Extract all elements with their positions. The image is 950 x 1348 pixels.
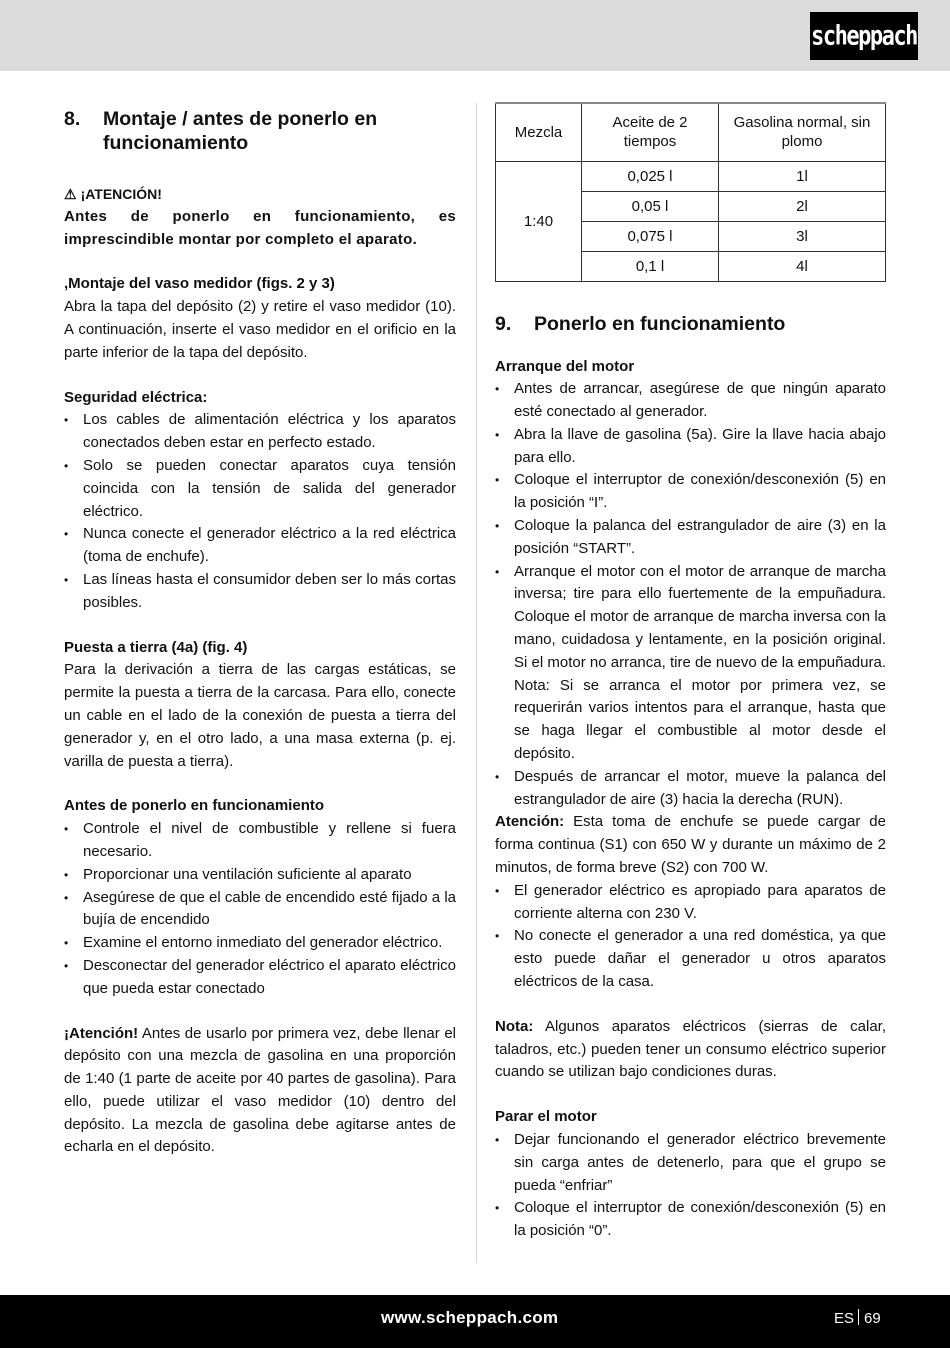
list-item: • Antes de arrancar, asegúrese de que ningún aparato esté conectado al generador.	[495, 378, 886, 424]
list-item: • Coloque el interruptor de conexión/desconexión (5) en la posición “I”.	[495, 469, 886, 515]
list-item: • Coloque la palanca del estrangulador de aire (3) en la posición “START”.	[495, 515, 886, 561]
stop-engine-block	[495, 1106, 886, 1243]
before-start-block	[64, 795, 456, 1000]
section-8-heading	[64, 107, 456, 155]
page-number: 69	[864, 1310, 881, 1327]
attention-text: Antes de ponerlo en funcionamiento, es imprescindible montar por completo el aparato.	[64, 207, 456, 248]
brand-name: scheppach	[811, 21, 917, 51]
load-attention-paragraph	[495, 811, 886, 879]
measuring-cup-text: Abra la tapa del depósito (2) y retire el vaso medidor (10). A continuación, inserte el vaso medidor en el orificio en la parte inferior de la tapa del depósito.	[64, 298, 456, 361]
section-title: Ponerlo en funcionamiento	[534, 312, 786, 335]
section-9-heading	[495, 312, 886, 336]
load-attention-text: Esta toma de enchufe se puede cargar de forma continua (S1) con 650 W y durante un máximo de 2 minutos, de forma breve (S2) con 700 W.	[495, 813, 886, 877]
grounding-block	[64, 637, 456, 774]
list-item: • Nunca conecte el generador eléctrico a la red eléctrica (toma de enchufe).	[64, 523, 456, 569]
note-label: Nota:	[495, 1017, 534, 1035]
list-item: • No conecte el generador a una red doméstica, ya que esto puede dañar el generador u otros aparatos eléctricos de la casa.	[495, 925, 886, 993]
list-item: • Abra la llave de gasolina (5a). Gire la llave hacia abajo para ello.	[495, 424, 886, 470]
oil-cell: 0,025 l	[582, 161, 719, 191]
mix-ratio-cell: 1:40	[496, 161, 582, 281]
footer-bar	[0, 1295, 950, 1348]
load-list	[495, 880, 886, 994]
website-link[interactable]: www.scheppach.com	[381, 1308, 559, 1327]
start-engine-title: Arranque del motor	[495, 357, 635, 375]
oil-cell: 0,05 l	[582, 191, 719, 221]
fuel-cell: 4l	[719, 251, 886, 281]
list-item: • Examine el entorno inmediato del generador eléctrico.	[64, 932, 456, 955]
header-oil: Aceite de 2 tiempos	[582, 103, 719, 161]
note-text: Algunos aparatos eléctricos (sierras de calar, taladros, etc.) pueden tener un consumo eléctrico superior cuando se utilizan bajo condiciones duras.	[495, 1017, 886, 1081]
list-item: • Controle el nivel de combustible y rellene si fuera necesario.	[64, 818, 456, 864]
fuel-mix-table	[495, 102, 886, 282]
table-header-row	[496, 103, 886, 161]
brand-logo	[810, 12, 918, 60]
fuel-cell: 3l	[719, 221, 886, 251]
list-item: • Arranque el motor con el motor de arranque de marcha inversa; tire para ello fuertemente de la empuñadura. Coloque el motor de arranque de marcha inversa con la mano, cuidadosa y lentamente, en la posición original. Si el motor no arranca, tire de nuevo de la empuñadura. Nota: Si se arranca el motor por primera vez, se requerirán varios intentos para el arranque, hasta que se haga llegar el combustible al motor desde el depósito.	[495, 561, 886, 766]
warning-triangle-icon: ⚠	[64, 186, 77, 202]
first-use-label: ¡Atención!	[64, 1024, 139, 1042]
list-item: • El generador eléctrico es apropiado para aparatos de corriente alterna con 230 V.	[495, 880, 886, 926]
grounding-text: Para la derivación a tierra de las cargas estáticas, se permite la puesta a tierra de la carcasa. Para ello, conecte un cable en el lado de la conexión de puesta a tierra del generador y, en el otro lado, a una masa externa (p. ej. varilla de puesta a tierra).	[64, 661, 456, 770]
start-engine-block	[495, 356, 886, 812]
left-column	[64, 100, 456, 1159]
stop-engine-title: Parar el motor	[495, 1108, 597, 1126]
separator	[858, 1309, 859, 1325]
header-mix: Mezcla	[496, 103, 582, 161]
section-title: Montaje / antes de ponerlo en funcionamiento	[103, 108, 378, 154]
load-attention-label: Atención:	[495, 813, 565, 831]
section-number: 9.	[495, 312, 512, 335]
first-use-paragraph	[64, 1023, 456, 1160]
list-item: • Desconectar del generador eléctrico el aparato eléctrico que pueda estar conectado	[64, 955, 456, 1001]
electrical-safety-title: Seguridad eléctrica:	[64, 388, 208, 406]
first-use-text: Antes de usarlo por primera vez, debe llenar el depósito con una mezcla de gasolina en una proporción de 1:40 (1 parte de aceite por 40 partes de gasolina). Para ello, puede utilizar el vaso medidor (10) dentro del depósito. La mezcla de gasolina debe agitarse antes de echarla en el depósito.	[64, 1024, 456, 1156]
list-item: • Las líneas hasta el consumidor deben ser lo más cortas posibles.	[64, 569, 456, 615]
header-band	[0, 0, 950, 71]
measuring-cup-title: ,Montaje del vaso medidor (figs. 2 y 3)	[64, 275, 335, 293]
table-row	[496, 161, 886, 191]
list-item: • Después de arrancar el motor, mueve la palanca del estrangulador de aire (3) hacia la derecha (RUN).	[495, 766, 886, 812]
measuring-cup-block	[64, 273, 456, 364]
before-start-title: Antes de ponerlo en funcionamiento	[64, 797, 325, 815]
list-item: • Dejar funcionando el generador eléctrico brevemente sin carga antes de detenerlo, para que el grupo se pueda “enfriar”	[495, 1129, 886, 1197]
list-item: • Asegúrese de que el cable de encendido esté fijado a la bujía de encendido	[64, 887, 456, 933]
section-number: 8.	[64, 108, 81, 130]
column-divider	[476, 103, 477, 1263]
oil-cell: 0,075 l	[582, 221, 719, 251]
right-column	[495, 102, 886, 1243]
note-paragraph	[495, 1016, 886, 1084]
list-item: • Coloque el interruptor de conexión/desconexión (5) en la posición “0”.	[495, 1197, 886, 1243]
grounding-title: Puesta a tierra (4a) (fig. 4)	[64, 638, 248, 656]
list-item: • Solo se pueden conectar aparatos cuya tensión coincida con la tensión de salida del generador eléctrico.	[64, 455, 456, 523]
language-code: ES	[834, 1310, 855, 1327]
fuel-cell: 2l	[719, 191, 886, 221]
list-item: • Los cables de alimentación eléctrica y los aparatos conectados deben estar en perfecto estado.	[64, 409, 456, 455]
attention-label: ¡ATENCIÓN!	[80, 186, 162, 202]
header-fuel: Gasolina normal, sin plomo	[719, 103, 886, 161]
list-item: • Proporcionar una ventilación suficiente al aparato	[64, 864, 456, 887]
fuel-cell: 1l	[719, 161, 886, 191]
page-indicator	[834, 1309, 881, 1327]
attention-block	[64, 183, 456, 251]
electrical-safety-block	[64, 387, 456, 615]
oil-cell: 0,1 l	[582, 251, 719, 281]
